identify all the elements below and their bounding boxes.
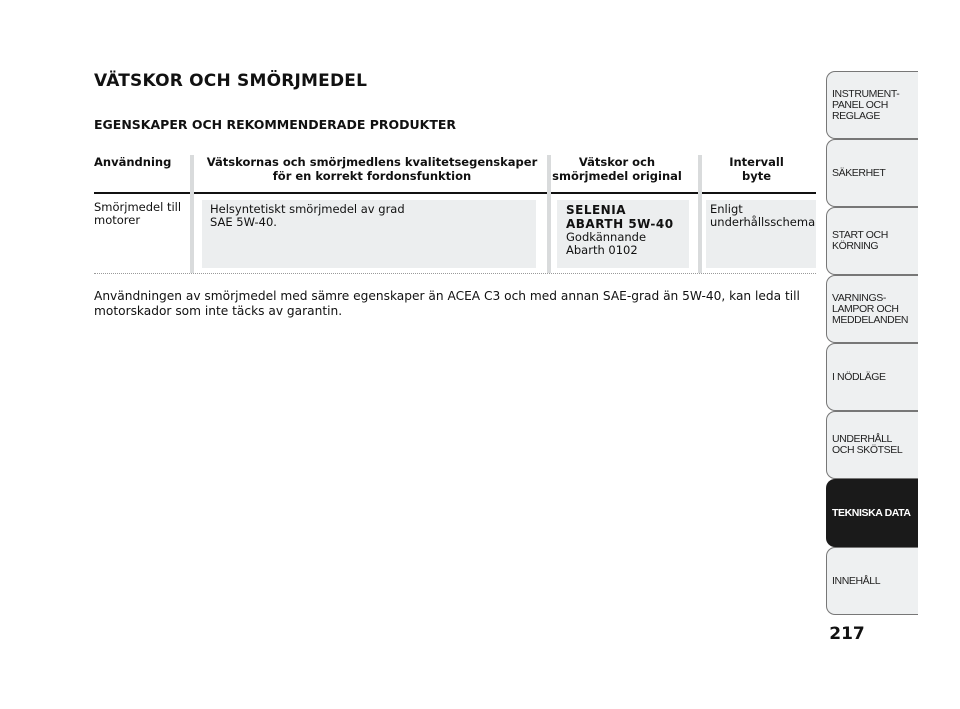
column-separator xyxy=(190,155,194,273)
tab-label-line: KÖRNING xyxy=(832,240,879,252)
tab-label-line: START OCH xyxy=(832,229,888,241)
header-original-fluids xyxy=(552,155,682,183)
cell-use xyxy=(94,201,184,269)
cell-interval xyxy=(706,200,816,268)
tab-label-line: LAMPOR OCH xyxy=(832,302,899,315)
tab-label-line: VARNINGS- xyxy=(832,291,886,304)
approval-line1: Godkännande xyxy=(566,230,647,244)
header-interval xyxy=(697,155,816,183)
column-separator xyxy=(547,155,551,273)
cell-original-product xyxy=(557,200,689,268)
cell-quality-line1: Helsyntetiskt smörjmedel av grad xyxy=(210,202,405,216)
table-bottom-divider xyxy=(94,273,816,274)
cell-quality xyxy=(202,200,536,268)
tab-label-line: UNDERHÅLL xyxy=(832,433,892,445)
tab-label-line: OCH SKÖTSEL xyxy=(832,444,903,456)
cell-interval-line1: Enligt xyxy=(710,202,743,216)
header-interval-line1: Intervall xyxy=(729,155,784,169)
tab-label-line: MEDDELANDEN xyxy=(832,313,909,326)
tab-start-driving[interactable] xyxy=(826,207,918,275)
tab-emergency[interactable] xyxy=(826,343,918,411)
header-divider xyxy=(94,192,816,194)
tab-label-line: REGLAGE xyxy=(832,109,880,122)
tab-label-line: INNEHÅLL xyxy=(832,574,881,587)
header-interval-line2: byte xyxy=(741,169,772,183)
page-heading: VÄTSKOR OCH SMÖRJMEDEL xyxy=(94,71,368,91)
warranty-note: Användningen av smörjmedel med sämre egenskaper än ACEA C3 och med annan SAE-grad än 5W-40, kan leda till motorskador som inte täcks av garantin. xyxy=(94,289,800,318)
cell-use-line2: motorer xyxy=(94,213,141,227)
tab-label-line: I NÖDLÄGE xyxy=(832,370,886,383)
cell-quality-line2: SAE 5W-40. xyxy=(210,215,277,229)
tab-label-line: PANEL OCH xyxy=(832,98,888,111)
header-fluids-line1: Vätskor och xyxy=(578,155,656,169)
tab-label-line: TEKNISKA DATA xyxy=(832,506,911,519)
header-quality-line2: för en korrekt fordonsfunktion xyxy=(272,169,472,183)
header-use: Användning xyxy=(94,155,172,169)
tab-maintenance[interactable] xyxy=(826,411,918,479)
cell-interval-line2: underhållsschema xyxy=(710,215,816,229)
tab-technical-data[interactable] xyxy=(826,479,918,547)
header-fluids-line2: smörjmedel original xyxy=(552,169,682,183)
section-subheading: EGENSKAPER OCH REKOMMENDERADE PRODUKTER xyxy=(94,117,457,132)
tab-instrument-panel[interactable] xyxy=(826,71,918,139)
column-separator xyxy=(698,155,702,273)
product-name-line1: SELENIA xyxy=(566,203,626,217)
tab-safety[interactable] xyxy=(826,139,918,207)
approval-line2: Abarth 0102 xyxy=(566,243,638,257)
header-quality xyxy=(202,155,542,183)
tab-warning-lights[interactable] xyxy=(826,275,918,343)
tab-label-line: SÄKERHET xyxy=(832,166,886,179)
product-name-line2: ABARTH 5W-40 xyxy=(566,217,674,231)
cell-use-line1: Smörjmedel till xyxy=(94,200,182,214)
header-quality-line1: Vätskornas och smörjmedlens kvalitetsegenskaper xyxy=(206,155,538,169)
tab-contents[interactable] xyxy=(826,547,918,615)
page-number: 217 xyxy=(829,624,865,644)
tab-label-line: INSTRUMENT- xyxy=(832,87,900,100)
